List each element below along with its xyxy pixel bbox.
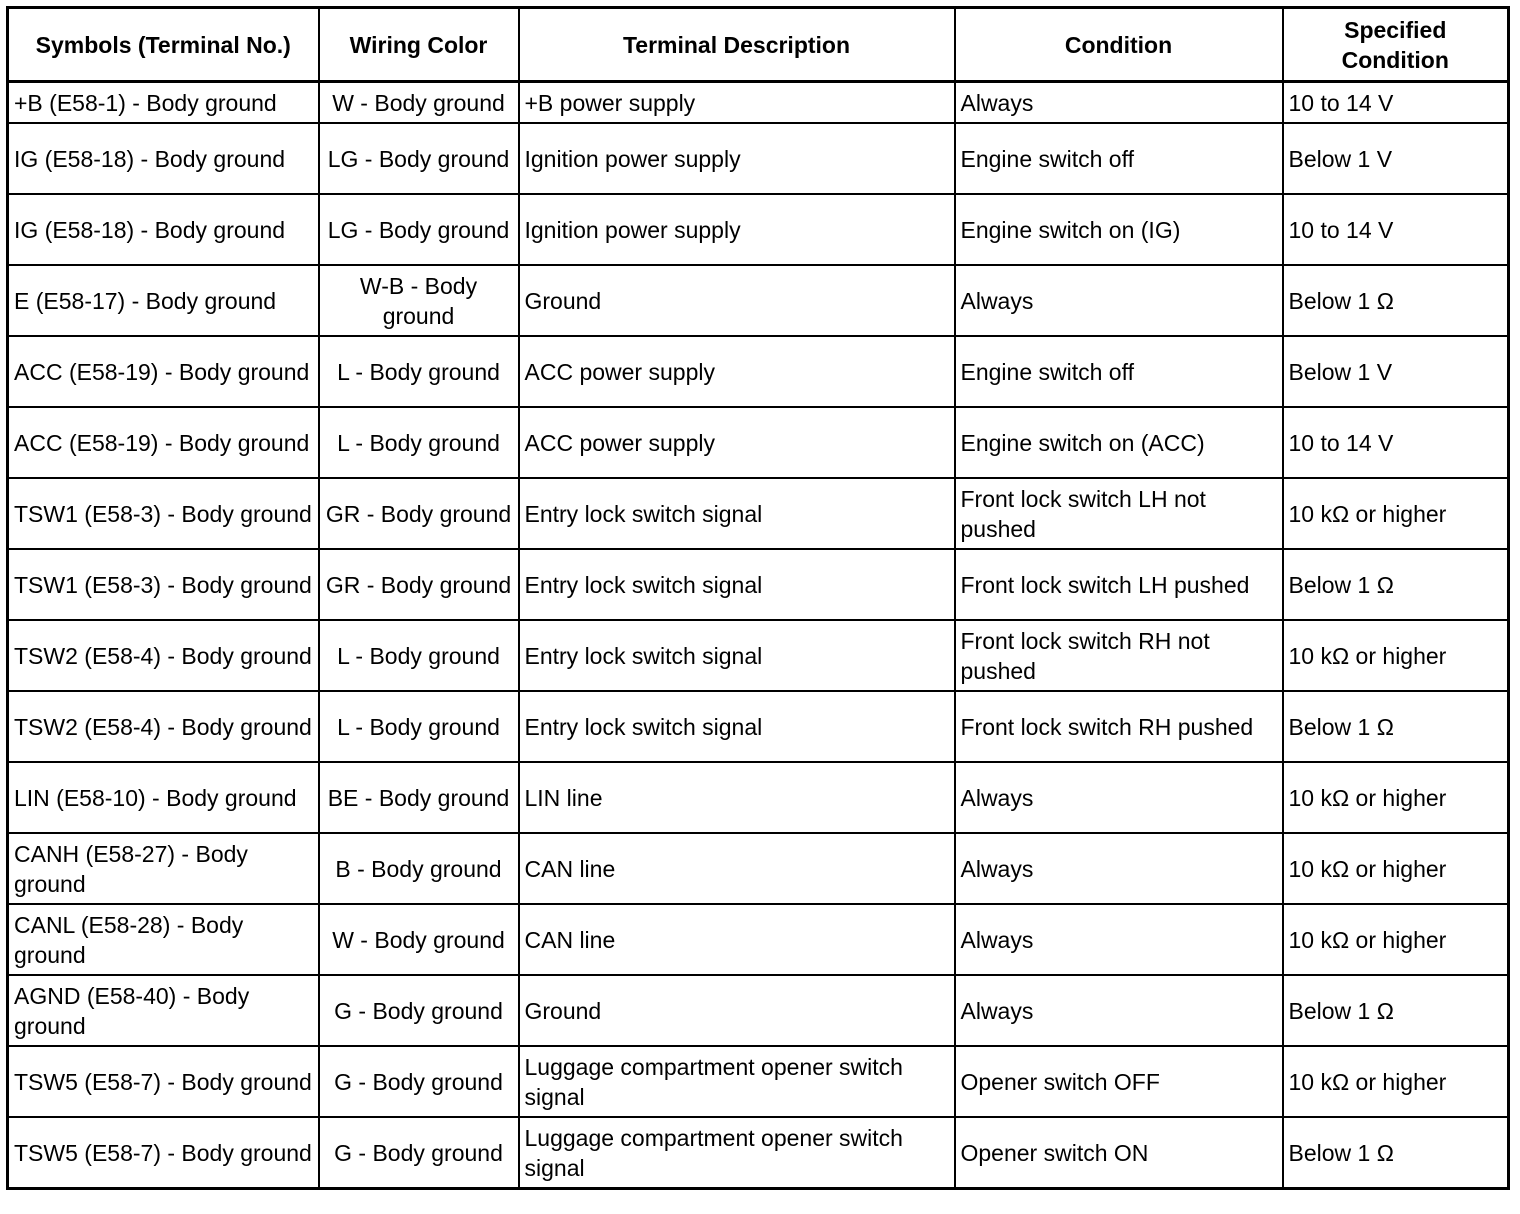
cell-symbol: IG (E58-18) - Body ground: [8, 194, 319, 265]
cell-condition: Front lock switch RH pushed: [955, 691, 1283, 762]
cell-specified: 10 kΩ or higher: [1283, 904, 1509, 975]
cell-specified: 10 kΩ or higher: [1283, 762, 1509, 833]
cell-description: ACC power supply: [519, 407, 955, 478]
cell-description: Ignition power supply: [519, 194, 955, 265]
table-row: [8, 975, 1509, 1046]
header-condition: Condition: [955, 8, 1283, 82]
cell-symbol: ACC (E58-19) - Body ground: [8, 336, 319, 407]
cell-wiring-color: G - Body ground: [319, 1046, 519, 1117]
cell-symbol: TSW5 (E58-7) - Body ground: [8, 1046, 319, 1117]
cell-wiring-color: G - Body ground: [319, 1117, 519, 1189]
cell-description: Luggage compartment opener switch signal: [519, 1117, 955, 1189]
cell-wiring-color: BE - Body ground: [319, 762, 519, 833]
cell-condition: Engine switch off: [955, 336, 1283, 407]
cell-condition: Always: [955, 265, 1283, 336]
cell-condition: Always: [955, 82, 1283, 124]
cell-wiring-color: LG - Body ground: [319, 123, 519, 194]
cell-description: Entry lock switch signal: [519, 620, 955, 691]
table-row: [8, 407, 1509, 478]
cell-specified: Below 1 Ω: [1283, 1117, 1509, 1189]
terminal-inspection-table: [6, 6, 1510, 1190]
cell-condition: Opener switch ON: [955, 1117, 1283, 1189]
cell-description: Ground: [519, 265, 955, 336]
cell-condition: Always: [955, 904, 1283, 975]
cell-wiring-color: LG - Body ground: [319, 194, 519, 265]
cell-symbol: CANH (E58-27) - Body ground: [8, 833, 319, 904]
cell-description: Entry lock switch signal: [519, 478, 955, 549]
table-row: [8, 1117, 1509, 1189]
cell-condition: Engine switch on (IG): [955, 194, 1283, 265]
cell-description: CAN line: [519, 904, 955, 975]
cell-condition: Opener switch OFF: [955, 1046, 1283, 1117]
table-header-row: [8, 8, 1509, 82]
cell-condition: Always: [955, 762, 1283, 833]
cell-wiring-color: W - Body ground: [319, 82, 519, 124]
cell-wiring-color: L - Body ground: [319, 620, 519, 691]
table-row: [8, 82, 1509, 124]
cell-specified: 10 kΩ or higher: [1283, 620, 1509, 691]
cell-symbol: LIN (E58-10) - Body ground: [8, 762, 319, 833]
cell-symbol: TSW5 (E58-7) - Body ground: [8, 1117, 319, 1189]
table-row: [8, 336, 1509, 407]
cell-wiring-color: B - Body ground: [319, 833, 519, 904]
cell-condition: Front lock switch RH not pushed: [955, 620, 1283, 691]
table-row: [8, 265, 1509, 336]
cell-specified: 10 kΩ or higher: [1283, 833, 1509, 904]
table-row: [8, 1046, 1509, 1117]
table-row: [8, 833, 1509, 904]
cell-description: ACC power supply: [519, 336, 955, 407]
cell-specified: 10 to 14 V: [1283, 407, 1509, 478]
cell-wiring-color: L - Body ground: [319, 691, 519, 762]
cell-description: Ignition power supply: [519, 123, 955, 194]
cell-specified: 10 kΩ or higher: [1283, 478, 1509, 549]
cell-wiring-color: G - Body ground: [319, 975, 519, 1046]
cell-specified: Below 1 V: [1283, 336, 1509, 407]
cell-description: Entry lock switch signal: [519, 691, 955, 762]
cell-symbol: IG (E58-18) - Body ground: [8, 123, 319, 194]
cell-symbol: TSW1 (E58-3) - Body ground: [8, 549, 319, 620]
header-terminal-description: Terminal Description: [519, 8, 955, 82]
cell-wiring-color: GR - Body ground: [319, 478, 519, 549]
table-row: [8, 194, 1509, 265]
cell-symbol: ACC (E58-19) - Body ground: [8, 407, 319, 478]
cell-description: Ground: [519, 975, 955, 1046]
table-row: [8, 549, 1509, 620]
table-row: [8, 620, 1509, 691]
cell-specified: Below 1 Ω: [1283, 549, 1509, 620]
table-row: [8, 904, 1509, 975]
cell-symbol: TSW2 (E58-4) - Body ground: [8, 691, 319, 762]
header-wiring-color: Wiring Color: [319, 8, 519, 82]
cell-symbol: TSW1 (E58-3) - Body ground: [8, 478, 319, 549]
cell-specified: Below 1 Ω: [1283, 265, 1509, 336]
cell-symbol: AGND (E58-40) - Body ground: [8, 975, 319, 1046]
cell-description: Luggage compartment opener switch signal: [519, 1046, 955, 1117]
cell-wiring-color: L - Body ground: [319, 336, 519, 407]
cell-symbol: TSW2 (E58-4) - Body ground: [8, 620, 319, 691]
cell-condition: Engine switch off: [955, 123, 1283, 194]
cell-wiring-color: W - Body ground: [319, 904, 519, 975]
table-row: [8, 123, 1509, 194]
cell-specified: Below 1 Ω: [1283, 975, 1509, 1046]
cell-specified: 10 to 14 V: [1283, 82, 1509, 124]
cell-wiring-color: W-B - Body ground: [319, 265, 519, 336]
cell-condition: Always: [955, 975, 1283, 1046]
cell-specified: 10 to 14 V: [1283, 194, 1509, 265]
cell-condition: Front lock switch LH not pushed: [955, 478, 1283, 549]
cell-symbol: E (E58-17) - Body ground: [8, 265, 319, 336]
cell-description: CAN line: [519, 833, 955, 904]
table-row: [8, 691, 1509, 762]
cell-description: +B power supply: [519, 82, 955, 124]
cell-symbol: CANL (E58-28) - Body ground: [8, 904, 319, 975]
cell-specified: Below 1 Ω: [1283, 691, 1509, 762]
cell-description: LIN line: [519, 762, 955, 833]
table-row: [8, 478, 1509, 549]
cell-condition: Front lock switch LH pushed: [955, 549, 1283, 620]
cell-wiring-color: GR - Body ground: [319, 549, 519, 620]
table-row: [8, 762, 1509, 833]
header-specified-condition: Specified Condition: [1283, 8, 1509, 82]
cell-symbol: +B (E58-1) - Body ground: [8, 82, 319, 124]
header-symbols: Symbols (Terminal No.): [8, 8, 319, 82]
cell-specified: 10 kΩ or higher: [1283, 1046, 1509, 1117]
terminal-table-container: [6, 6, 1507, 1190]
cell-condition: Engine switch on (ACC): [955, 407, 1283, 478]
cell-wiring-color: L - Body ground: [319, 407, 519, 478]
cell-condition: Always: [955, 833, 1283, 904]
cell-specified: Below 1 V: [1283, 123, 1509, 194]
cell-description: Entry lock switch signal: [519, 549, 955, 620]
